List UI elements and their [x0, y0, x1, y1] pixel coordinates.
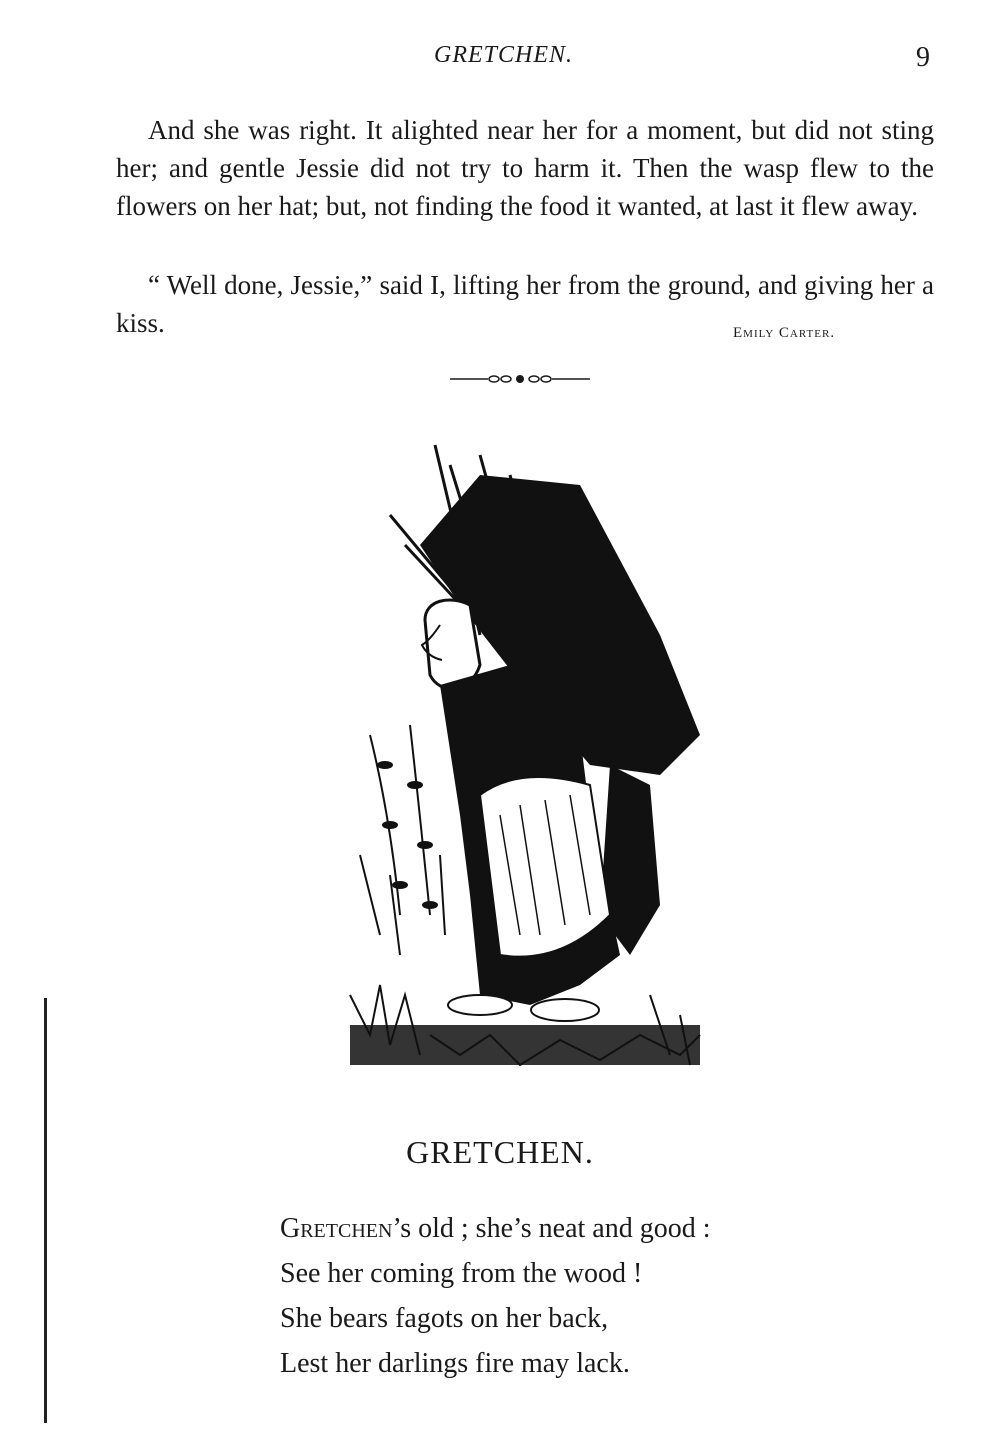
scan-edge-rule — [44, 998, 47, 1423]
poem-line-name: Gretchen — [280, 1213, 393, 1244]
poem-line: Lest her darlings fire may lack. — [280, 1348, 630, 1379]
poem-line — [280, 1206, 711, 1251]
page-number: 9 — [916, 42, 930, 73]
poem-title: GRETCHEN. — [406, 1134, 594, 1170]
poem-line-rest: ’s old ; she’s neat and good : — [392, 1213, 711, 1244]
story-paragraph: “ Well done, Jessie,” said I, lifting her from the ground, and giving her a kiss. — [116, 270, 934, 338]
leaves — [377, 761, 438, 909]
woodcut-illustration — [330, 435, 710, 1075]
poem-line: She bears fagots on her back, — [280, 1303, 609, 1334]
ornament-divider-icon — [450, 369, 590, 389]
poem-line: See her coming from the wood ! — [280, 1258, 643, 1289]
poem-stanza — [280, 1206, 711, 1386]
story-paragraph: And she was right. It alighted near her for a moment, but did not sting her; and gentle Jessie did not try to harm it. Then the wasp flew to the flowers on her hat; but, not finding the food it wanted, at last it flew away. — [116, 115, 934, 221]
author-signature: Emily Carter. — [733, 325, 836, 341]
running-title: GRETCHEN. — [434, 42, 574, 68]
